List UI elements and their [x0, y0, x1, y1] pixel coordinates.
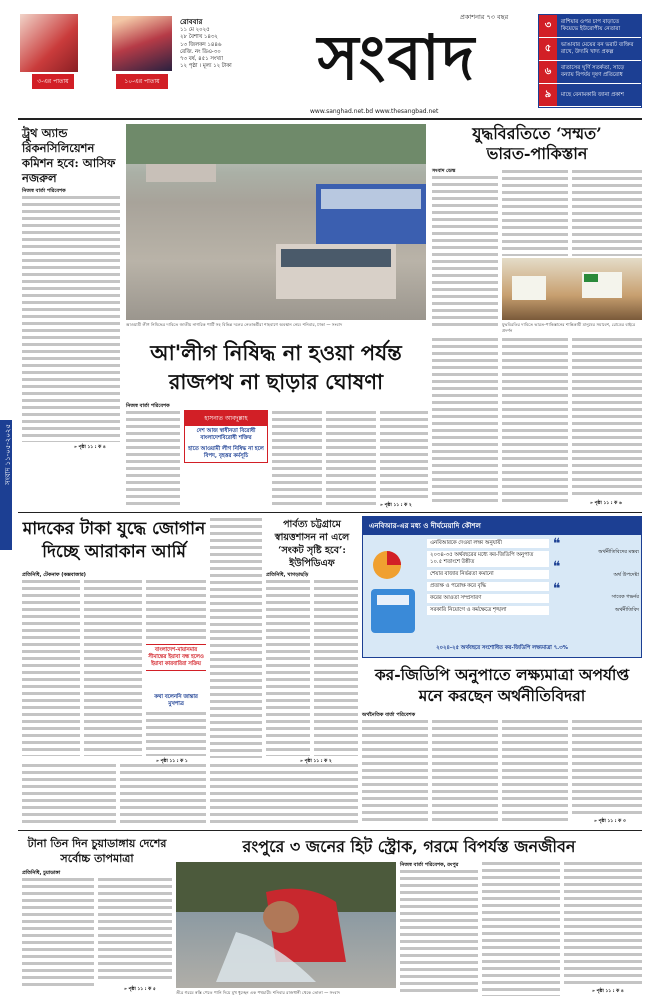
nbr-item: এনবিআরকে দেওয়া লক্ষ্য অনুযায়ী [427, 539, 549, 548]
story-body [22, 764, 116, 824]
story-body [326, 411, 376, 507]
story-body [126, 411, 180, 507]
index-item[interactable]: ৩ রাশিয়ার ওপর চাপ বাড়াতে কিয়েভে ইউরোপীয় নেতারা [539, 15, 641, 38]
story-body [146, 712, 206, 756]
nbr-item: করের আওতা সম্প্রসারণ [427, 594, 549, 603]
story-body [432, 720, 498, 824]
story-body [572, 170, 642, 256]
story-body [314, 580, 358, 756]
lead-photo-caption: আওয়ামী লীগ নিষিদ্ধের দাবিতে জাতীয় নাগরিক পার্টি সহ বিভিন্ন দলের নেতাকর্মীরা শাহবাগে অবস্থান নেয়। শনিবার, ঢাকা — সংবাদ [126, 322, 343, 327]
story-body [502, 720, 568, 824]
story-body [210, 764, 358, 824]
story-title-india-pak[interactable] [432, 124, 642, 164]
nbr-item-list [427, 539, 549, 615]
story-title-truth-commission[interactable]: ট্রুথ অ্যান্ড রিকনসিলিয়েশন কমিশন হবে: আসিফ নজরুল [22, 126, 116, 185]
india-pak-photo[interactable] [502, 258, 642, 320]
story-byline: প্রতিনিধি, চুয়াডাঙ্গা [22, 870, 61, 876]
masthead-web[interactable]: www.sanghad.net.bd www.thesangbad.net [310, 108, 439, 115]
story-body [120, 764, 206, 824]
story-continue[interactable]: » পৃষ্ঠা ১১ : ক ৪ [74, 445, 106, 450]
main-box-line: হাতে আওয়ামী লীগ নিষিদ্ধ না হলে বিপদ, বৃহত্তর কর্মসূচি [188, 446, 264, 459]
story-body [272, 411, 322, 507]
heat-photo[interactable] [176, 862, 396, 988]
teaser-photo-right[interactable] [112, 16, 172, 71]
index-box [538, 14, 642, 108]
teaser-label-right[interactable]: ১০-এর পাতায় [116, 74, 168, 89]
story-body [572, 720, 642, 816]
main-headline-line1: আ'লীগ নিষিদ্ধ না হওয়া পর্যন্ত [150, 340, 402, 365]
story-continue[interactable]: » পৃষ্ঠা ১১ : ক ৪ [592, 989, 624, 994]
section-rule [18, 512, 642, 513]
story-byline: নিজস্ব বার্তা পরিবেশক [126, 403, 170, 409]
story-title-cht[interactable]: পার্বত্য চট্টগ্রামে স্বায়ত্তশাসন না এলে ‘সংকট সৃষ্টি হবে’: ইউপিডিএফ [274, 519, 350, 569]
story-body [432, 338, 498, 506]
story-body [146, 580, 206, 640]
story-byline: অর্থনৈতিক বার্তা পরিবেশক [362, 712, 416, 718]
india-pak-photo-caption: যুদ্ধবিরতির দাবিতে ভারত-পাকিস্তানের শান্তিকামী মানুষের সমাবেশ, রোডের বাইরে প্রদর্শন [502, 322, 636, 333]
story-body [22, 878, 94, 990]
story-continue[interactable]: » পৃষ্ঠা ১১ : ক ৫ [124, 987, 156, 992]
nbr-quote-attribution: অর্থ উপদেষ্টা [613, 571, 639, 578]
story-byline: প্রতিনিধি, খাগড়াছড়ি [266, 572, 309, 578]
masthead-tagline: প্রকাশনার ৭৩ বছর [460, 13, 509, 21]
dateline-day: রোববার [180, 18, 203, 26]
story-byline: নিজস্ব বার্তা পরিবেশক [22, 188, 66, 194]
section-rule [18, 830, 642, 831]
nbr-item: সরকারি নিয়োগে ও কর্মক্ষেত্রে শৃঙ্খলা [427, 606, 549, 615]
story-title-arakan[interactable]: মাদকের টাকা যুদ্ধে জোগান দিচ্ছে আরাকান আর্মি [22, 519, 206, 562]
story-body [502, 170, 568, 256]
main-headline[interactable] [126, 338, 426, 396]
story-title-heat[interactable]: রংপুরে ৩ জনের হিট স্ট্রোক, গরমে বিপর্যস্ত জনজীবন [242, 837, 576, 856]
story-continue[interactable]: » পৃষ্ঠা ১১ : ক ২ [300, 759, 332, 764]
masthead-logo[interactable]: সংবাদ [317, 21, 477, 94]
teaser-photo-left[interactable] [20, 14, 78, 72]
masthead-rule [18, 118, 642, 120]
story-byline: নিজস্ব বার্তা পরিবেশক, রংপুর [400, 862, 459, 868]
story-byline: প্রতিনিধি, টেকনাফ (কক্সবাজার) [22, 572, 86, 578]
story-body [22, 196, 120, 442]
nbr-chart-illustration [367, 539, 423, 639]
story-body [98, 878, 172, 982]
lead-photo-scene [126, 124, 426, 320]
story-title-chuadanga[interactable]: টানা তিন দিন চুয়াডাঙ্গায় দেশের সর্বোচ্চ তাপমাত্রা [27, 837, 167, 865]
dateline-line: ১২ পৃষ্ঠা । মূল্য ১২ টাকা [180, 63, 232, 70]
story-continue[interactable]: » পৃষ্ঠা ১১ : ক ১ [156, 759, 188, 764]
story-body [572, 338, 642, 498]
dateline-line: ১৩ জিলকদ ১৪৪৬ [180, 41, 222, 48]
nbr-infographic[interactable] [362, 516, 642, 658]
calculator-icon [367, 539, 423, 639]
story-title-nbr[interactable]: কর-জিডিপি অনুপাতে লক্ষ্যমাত্রা অপর্যাপ্ত মনে করছেন অর্থনীতিবিদরা [374, 665, 630, 705]
heat-photo-scene [176, 862, 396, 988]
dateline-line: রেজি. নং ডিএ-৩০ [180, 48, 221, 55]
nbr-quote-attribution: অর্থনীতিবিদ [614, 606, 639, 613]
heat-photo-caption: তীব্র গরমে স্বস্তি পেতে পানি দিয়ে মুখ ধুচ্ছেন এক পথচারী। শনিবার রাজধানী থেকে তোলা — সংবাদ [176, 990, 340, 995]
side-strip [0, 420, 12, 550]
story-continue[interactable]: » পৃষ্ঠা ১১ : ক ২ [380, 503, 412, 508]
nbr-quote-list [553, 536, 639, 613]
dateline-line: ১১ মে ২০২৫ [180, 27, 210, 33]
story-body [432, 176, 498, 326]
story-continue[interactable]: » পৃষ্ঠা ১১ : ক ৩ [594, 819, 626, 824]
india-pak-title-pre: যুদ্ধবিরতিতে ‘সম্মত’ [472, 124, 602, 143]
quote-icon: ❝ [553, 581, 561, 597]
index-item[interactable]: ৫ ভাঙাবার মেয়ের বন ভরাট ব্যক্তির রাখে, উদ্যমি খাদ্য প্রকল্প [539, 38, 641, 61]
dateline-box [180, 18, 252, 71]
nbr-quote-attribution: অর্থনীতিবিদের মন্তব্য [598, 549, 639, 555]
india-pak-photo-scene [502, 258, 642, 320]
story-body [400, 870, 478, 996]
main-headline-line2: রাজপথ না ছাড়ার ঘোষণা [168, 369, 384, 394]
story-continue[interactable]: » পৃষ্ঠা ১১ : ক ৬ [590, 501, 622, 506]
story-body [564, 862, 642, 986]
teaser-label-left[interactable]: ৩-এর পাতায় [32, 74, 74, 89]
story-body [380, 411, 428, 499]
index-item[interactable]: ৯ মাছে বেনামকারি জানা প্রকাশ [539, 84, 641, 107]
main-box [184, 410, 268, 463]
nbr-item: ২০৩৪-৩৫ অর্থবছরের মধ্যে কর-জিডিপি অনুপাত ১০.৫ শতাংশে উন্নীত [427, 551, 549, 567]
dateline-line: ২৮ বৈশাখ ১৪৩২ [180, 34, 218, 41]
story-body [502, 338, 568, 506]
story-body [22, 580, 80, 756]
main-box-author: হাসনাত আবদুল্লাহ [185, 411, 267, 426]
index-item[interactable]: ৬ বাতাসের ঘূর্ণি সতর্কতা, সাড়ে বন্যায় বিপর্যয় দূষণ প্রতিরোধ [539, 61, 641, 84]
nbr-quote-attribution: সাবেক গভর্নর [611, 594, 639, 600]
lead-photo[interactable] [126, 124, 426, 320]
story-body [482, 862, 560, 996]
story-body [362, 720, 428, 824]
india-pak-title-post: ভারত-পাকিস্তান [486, 144, 588, 163]
nbr-box-title: এনবিআর-এর মধ্য ও দীর্ঘমেয়াদি কৌশল [363, 517, 641, 535]
quote-icon: ❝ [553, 536, 561, 552]
side-strip-label: সংবাদ ১১-০৫-২০২৫ [4, 424, 12, 485]
nbr-box-footer: ২০২৪-২৫ অর্থবছরে সংশোধিত কর-জিডিপি লক্ষ্যমাত্রা ৭.৩% [436, 645, 568, 651]
main-box-line: দেশ আজ স্বাধীনতা বিরোধী বাংলাদেশবিরোধী শক্তির [196, 428, 256, 441]
story-byline: সংবাদ ডেস্ক [432, 168, 456, 174]
dateline-line: ৭৩ বর্ষ, ৪৫১ সংখ্যা [180, 56, 223, 63]
quote-icon: ❝ [553, 558, 561, 575]
arakan-box: বাংলাদেশ-মায়ানমার সীমান্তের ইয়াবা বন্ধ হলেও ইয়াবা কারবারিরা সক্রিয় [146, 644, 206, 671]
arakan-box-2: কথা বলেননি জান্তার মুখপাত্র [154, 694, 198, 707]
story-body [210, 518, 262, 758]
story-body [266, 580, 310, 756]
nbr-item: শেয়ার বাজার নির্ভরতা কমানো [427, 570, 549, 579]
nbr-item: প্রত্যক্ষ ও পরোক্ষ করে বৃদ্ধি [427, 582, 549, 591]
story-body [84, 580, 142, 756]
